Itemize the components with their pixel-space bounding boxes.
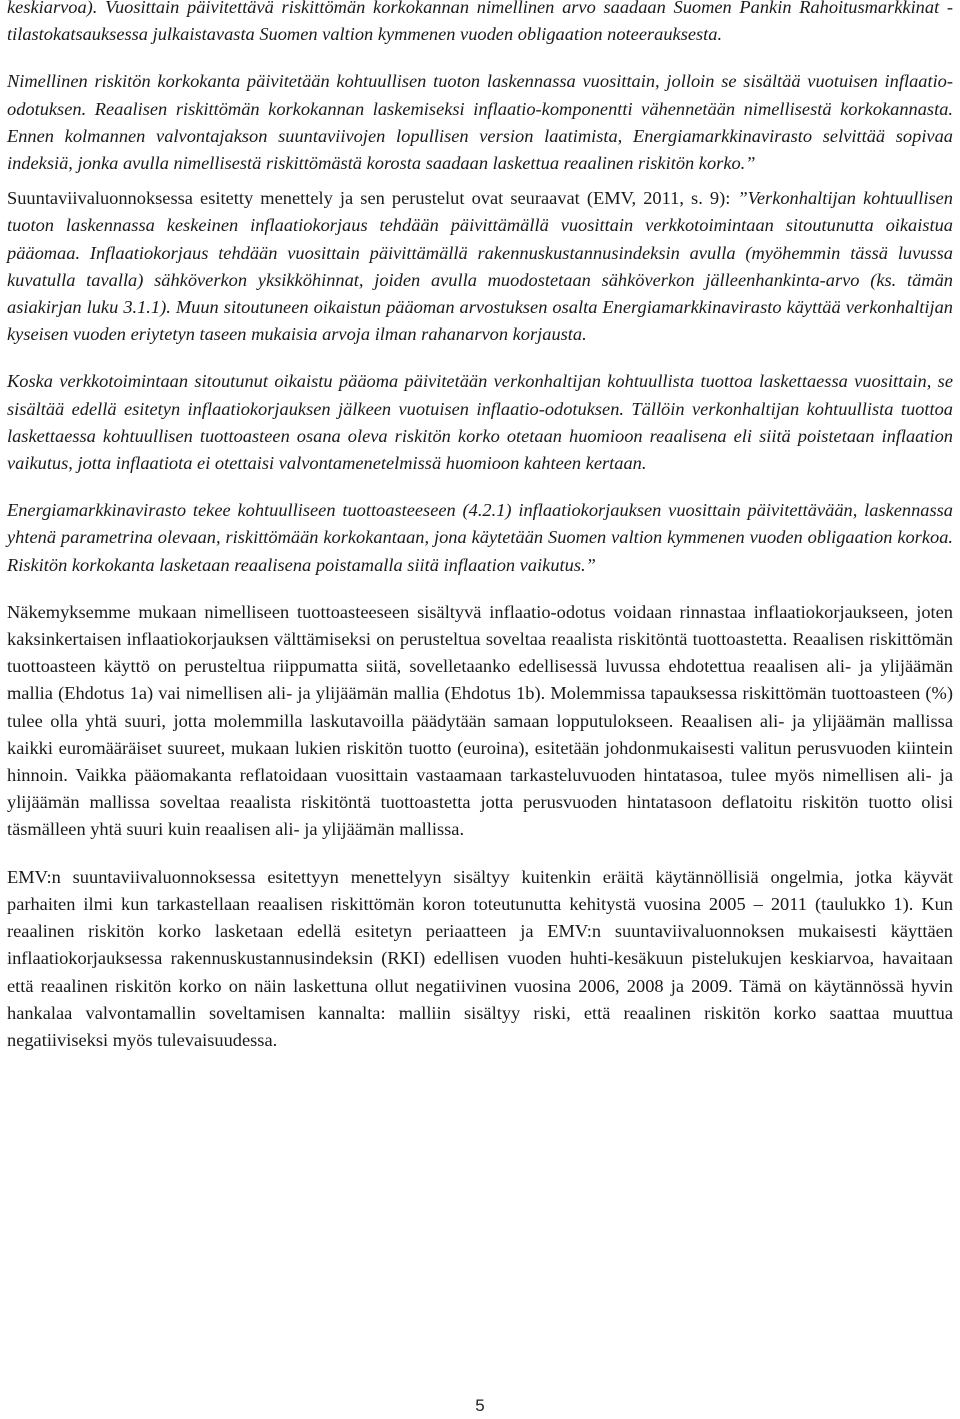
paragraph-3	[7, 185, 953, 348]
paragraph-3-quote: ”Verkonhaltijan kohtuullisen tuoton laskennassa keskeinen inflaatiokorjaus tehdään päivittämällä vuosittain verkkotoimintaan sitoutunutta oikaistua pääomaa. Inflaatiokorjaus tehdään vuosittain päivittämällä rakennuskustannusindeksin avulla (myöhemmin tässä luvussa kuvatulla tavalla) sähköverkon yksikköhinnat, joiden avulla muodostetaan sähköverkon jälleenhankinta-arvo (ks. tämän asiakirjan luku 3.1.1). Muun sitoutuneen oikaistun pääoman arvostuksen osalta Energiamarkkinavirasto käyttää verkonhaltijan kyseisen vuoden eriytetyn taseen mukaisia arvoja ilman rahanarvon korjausta.	[7, 188, 953, 345]
paragraph-4: Koska verkkotoimintaan sitoutunut oikaistu pääoma päivitetään verkonhaltijan kohtuullista tuottoa laskettaessa vuosittain, se sisältää edellä esitetyn inflaatiokorjauksen jälkeen vuotuisen inflaatio-odotuksen. Tällöin verkonhaltijan kohtuullista tuottoa laskettaessa kohtuullisen tuottoasteen osana oleva riskitön korko otetaan huomioon reaalisena eli siitä poistetaan inflaation vaikutus, jotta inflaatiota ei otettaisi valvontamenetelmissä huomioon kahteen kertaan.	[7, 371, 953, 474]
paragraph-1-lead: keskiarvoa).	[7, 0, 106, 17]
paragraph-6: Näkemyksemme mukaan nimelliseen tuottoasteeseen sisältyvä inflaatio-odotus voidaan rinnastaa inflaatiokorjaukseen, joten kaksinkertaisen inflaatiokorjauksen välttämiseksi on perusteltua soveltaa reaalista riskitöntä tuottoastetta. Reaalisen riskittömän tuottoasteen käyttö on perusteltua riippumatta siitä, sovelletaanko edellisessä luvussa ehdotettua reaalisen ali- ja ylijäämän mallia (Ehdotus 1a) vai nimellisen ali- ja ylijäämän mallia (Ehdotus 1b). Molemmissa tapauksessa riskittömän tuottoasteen (%) tulee olla yhtä suuri, jotta molemmilla laskutavoilla päädytään samaan lopputulokseen. Reaalisen ali- ja ylijäämän mallissa kaikki euromääräiset suureet, mukaan lukien riskitön tuotto (euroina), esitetään johdonmukaisesti valitun perusvuoden kiintein hinnoin. Vaikka pääomakanta reflatoidaan vuosittain vastaamaan tarkasteluvuoden hintatasoa, tulee myös nimellisen ali- ja ylijäämän mallissa soveltaa reaalista riskitöntä tuottoastetta jotta perusvuoden hintatasoon deflatoitu riskitön tuotto olisi täsmälleen yhtä suuri kuin reaalisen ali- ja ylijäämän mallissa.	[7, 601, 953, 840]
paragraph-2: Nimellinen riskitön korkokanta päivitetään kohtuullisen tuoton laskennassa vuosittain, jolloin se sisältää vuotuisen inflaatio-odotuksen. Reaalisen riskittömän korkokannan laskemiseksi inflaatio-komponentti vähennetään nimellisestä korkokannasta. Ennen kolmannen valvontajakson suuntaviivojen lopullisen version laatimista, Energiamarkkinavirasto selvittää sopivaa indeksiä, jonka avulla nimellisestä riskittömästä korosta saadaan laskettua reaalinen riskitön korko.”	[7, 71, 953, 174]
paragraph-1	[7, 0, 953, 48]
paragraph-3-intro: Suuntaviivaluonnoksessa esitetty menettely ja sen perustelut ovat seuraavat (EMV, 2011, s. 9):	[7, 188, 738, 209]
paragraph-7: EMV:n suuntaviivaluonnoksessa esitettyyn menettelyyn sisältyy kuitenkin eräitä käytännöllisiä ongelmia, jotka käyvät parhaiten ilmi kun tarkastellaan reaalisen riskittömän koron toteutunutta kehitystä vuosina 2005 – 2011 (taulukko 1). Kun reaalinen riskitön korko lasketaan edellä esitetyn periaatteen ja EMV:n suuntaviivaluonnoksen mukaisesti käyttäen inflaatiokorjauksessa rakennuskustannusindeksin (RKI) edellisen vuoden huhti-kesäkuun pistelukujen keskiarvoa, havaitaan että reaalinen riskitön korko on näin laskettuna ollut negatiivinen vuosina 2006, 2008 ja 2009. Tämä on käytännössä hyvin hankalaa valvontamallin soveltamisen kannalta: malliin sisältyy riski, että reaalinen riskitön korko saattaa muuttua negatiiviseksi myös tulevaisuudessa.	[7, 866, 953, 1050]
paragraph-5: Energiamarkkinavirasto tekee kohtuulliseen tuottoasteeseen (4.2.1) inflaatiokorjauksen vuosittain päivitettävään, laskennassa yhtenä parametrina olevaan, riskittömään korkokantaan, jona käytetään Suomen valtion kymmenen vuoden obligaation korkoa. Riskitön korkokanta lasketaan reaalisena poistamalla siitä inflaation vaikutus.”	[7, 500, 953, 575]
document-page	[7, 0, 953, 1054]
page-number: 5	[475, 1396, 485, 1415]
paragraph-1-text: Vuosittain päivitettävä riskittömän korkokannan nimellinen arvo saadaan Suomen Pankin Rahoitusmarkkinat -tilastokatsauksessa julkaistavasta Suomen valtion kymmenen vuoden obligaation noteerauksesta.	[7, 0, 954, 45]
